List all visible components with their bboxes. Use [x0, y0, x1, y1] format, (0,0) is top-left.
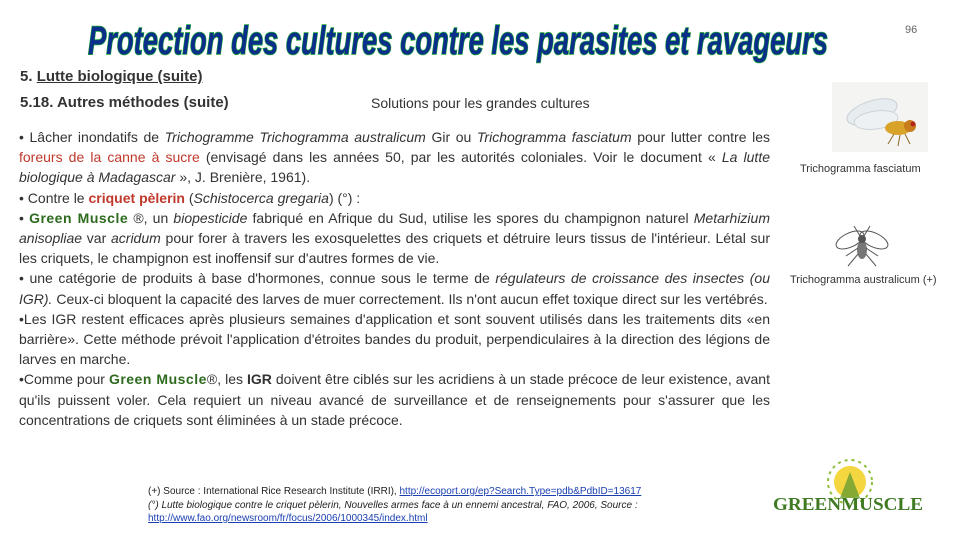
section-heading-prefix: 5. [20, 68, 37, 85]
source-irri-link[interactable]: http://ecoport.org/ep?Search.Type=pdb&PdbID=13617 [399, 486, 642, 497]
source-fao-link[interactable]: http://www.fao.org/newsroom/fr/focus/2006/1000345/index.html [148, 513, 428, 524]
paragraph-trichogramme: • Lâcher inondatifs de Trichogramme Trichogramma australicum Gir ou Trichogramma fasciatum pour lutter contre les foreurs de la canne à sucre (envisagé dans les années 50, par les autorités coloniales. Voir le document « La lutte biologique à Madagascar », J. Brenière, 1961). [19, 129, 770, 186]
paragraph-hormones: • une catégorie de produits à base d'hormones, connue sous le terme de régulateurs de croissance des insectes (ou IGR). Ceux-ci bloquent la capacité des larves de muer correctement. Ils n'ont aucun effet toxique direct sur les vertébrés. [19, 270, 770, 307]
source-fao: (°) Lutte biologique contre le criquet pèlerin, Nouvelles armes face à un ennemi ancestral, FAO, 2006, Source : http://www.fao.org/newsroom/fr/focus/2006/1000345/index.html [148, 499, 638, 524]
body-text [19, 127, 770, 430]
section-heading-link[interactable]: Lutte biologique (suite) [36, 68, 203, 85]
paragraph-criquet: • Contre le criquet pèlerin (Schistocerca gregaria) (°) : [19, 189, 361, 206]
caption-australicum: Trichogramma australicum (+) [790, 274, 937, 286]
subsection-heading: 5.18. Autres méthodes (suite) [20, 94, 229, 111]
slide-number: 96 [905, 24, 918, 36]
green-muscle-logo [770, 458, 926, 520]
caption-fasciatum: Trichogramma fasciatum [800, 163, 921, 175]
paragraph-igr: •Les IGR restent efficaces après plusieurs semaines d'application et sont souvent utilisés dans les traitements dits «en barrière». Cette méthode prévoit l'application d'étroites bandes du produit, perpendiculaires à la direction des légions de larves en marche. [19, 310, 770, 368]
slide-title-text: Protection des cultures contre les parasites et ravageurs [88, 19, 828, 63]
subsection-subtitle: Solutions pour les grandes cultures [371, 95, 590, 111]
paragraph-green-muscle: • Green Muscle ®, un biopesticide fabriqué en Afrique du Sud, utilise les spores du champignon naturel Metarhizium anisopliae var acridum pour forer à travers les exosquelettes des criquets et détruire leurs tissus de l'intérieur. Létal sur les criquets, le champignon est inoffensif sur d'autres formes de vie. [19, 209, 770, 267]
svg-text:GREENMUSCLE: GREENMUSCLE [773, 494, 923, 514]
sources [148, 485, 758, 526]
trichogramma-fasciatum-photo [832, 82, 928, 152]
slide-title [84, 14, 832, 66]
paragraph-stade-precoce: •Comme pour Green Muscle®, les IGR doivent être ciblés sur les acridiens à un stade précoce de leur existence, avant qu'ils puissent voler. Cela requiert un niveau avancé de surveillance et de renseignements pour s'assurer que les concentrations de criquets sont éliminées à un stade précoce. [19, 371, 770, 428]
trichogramma-australicum-drawing [832, 222, 892, 270]
section-heading [20, 68, 203, 85]
source-irri: (+) Source : International Rice Research Institute (IRRI), http://ecoport.org/ep?Search.Type=pdb&PdbID=13617 [148, 486, 642, 497]
